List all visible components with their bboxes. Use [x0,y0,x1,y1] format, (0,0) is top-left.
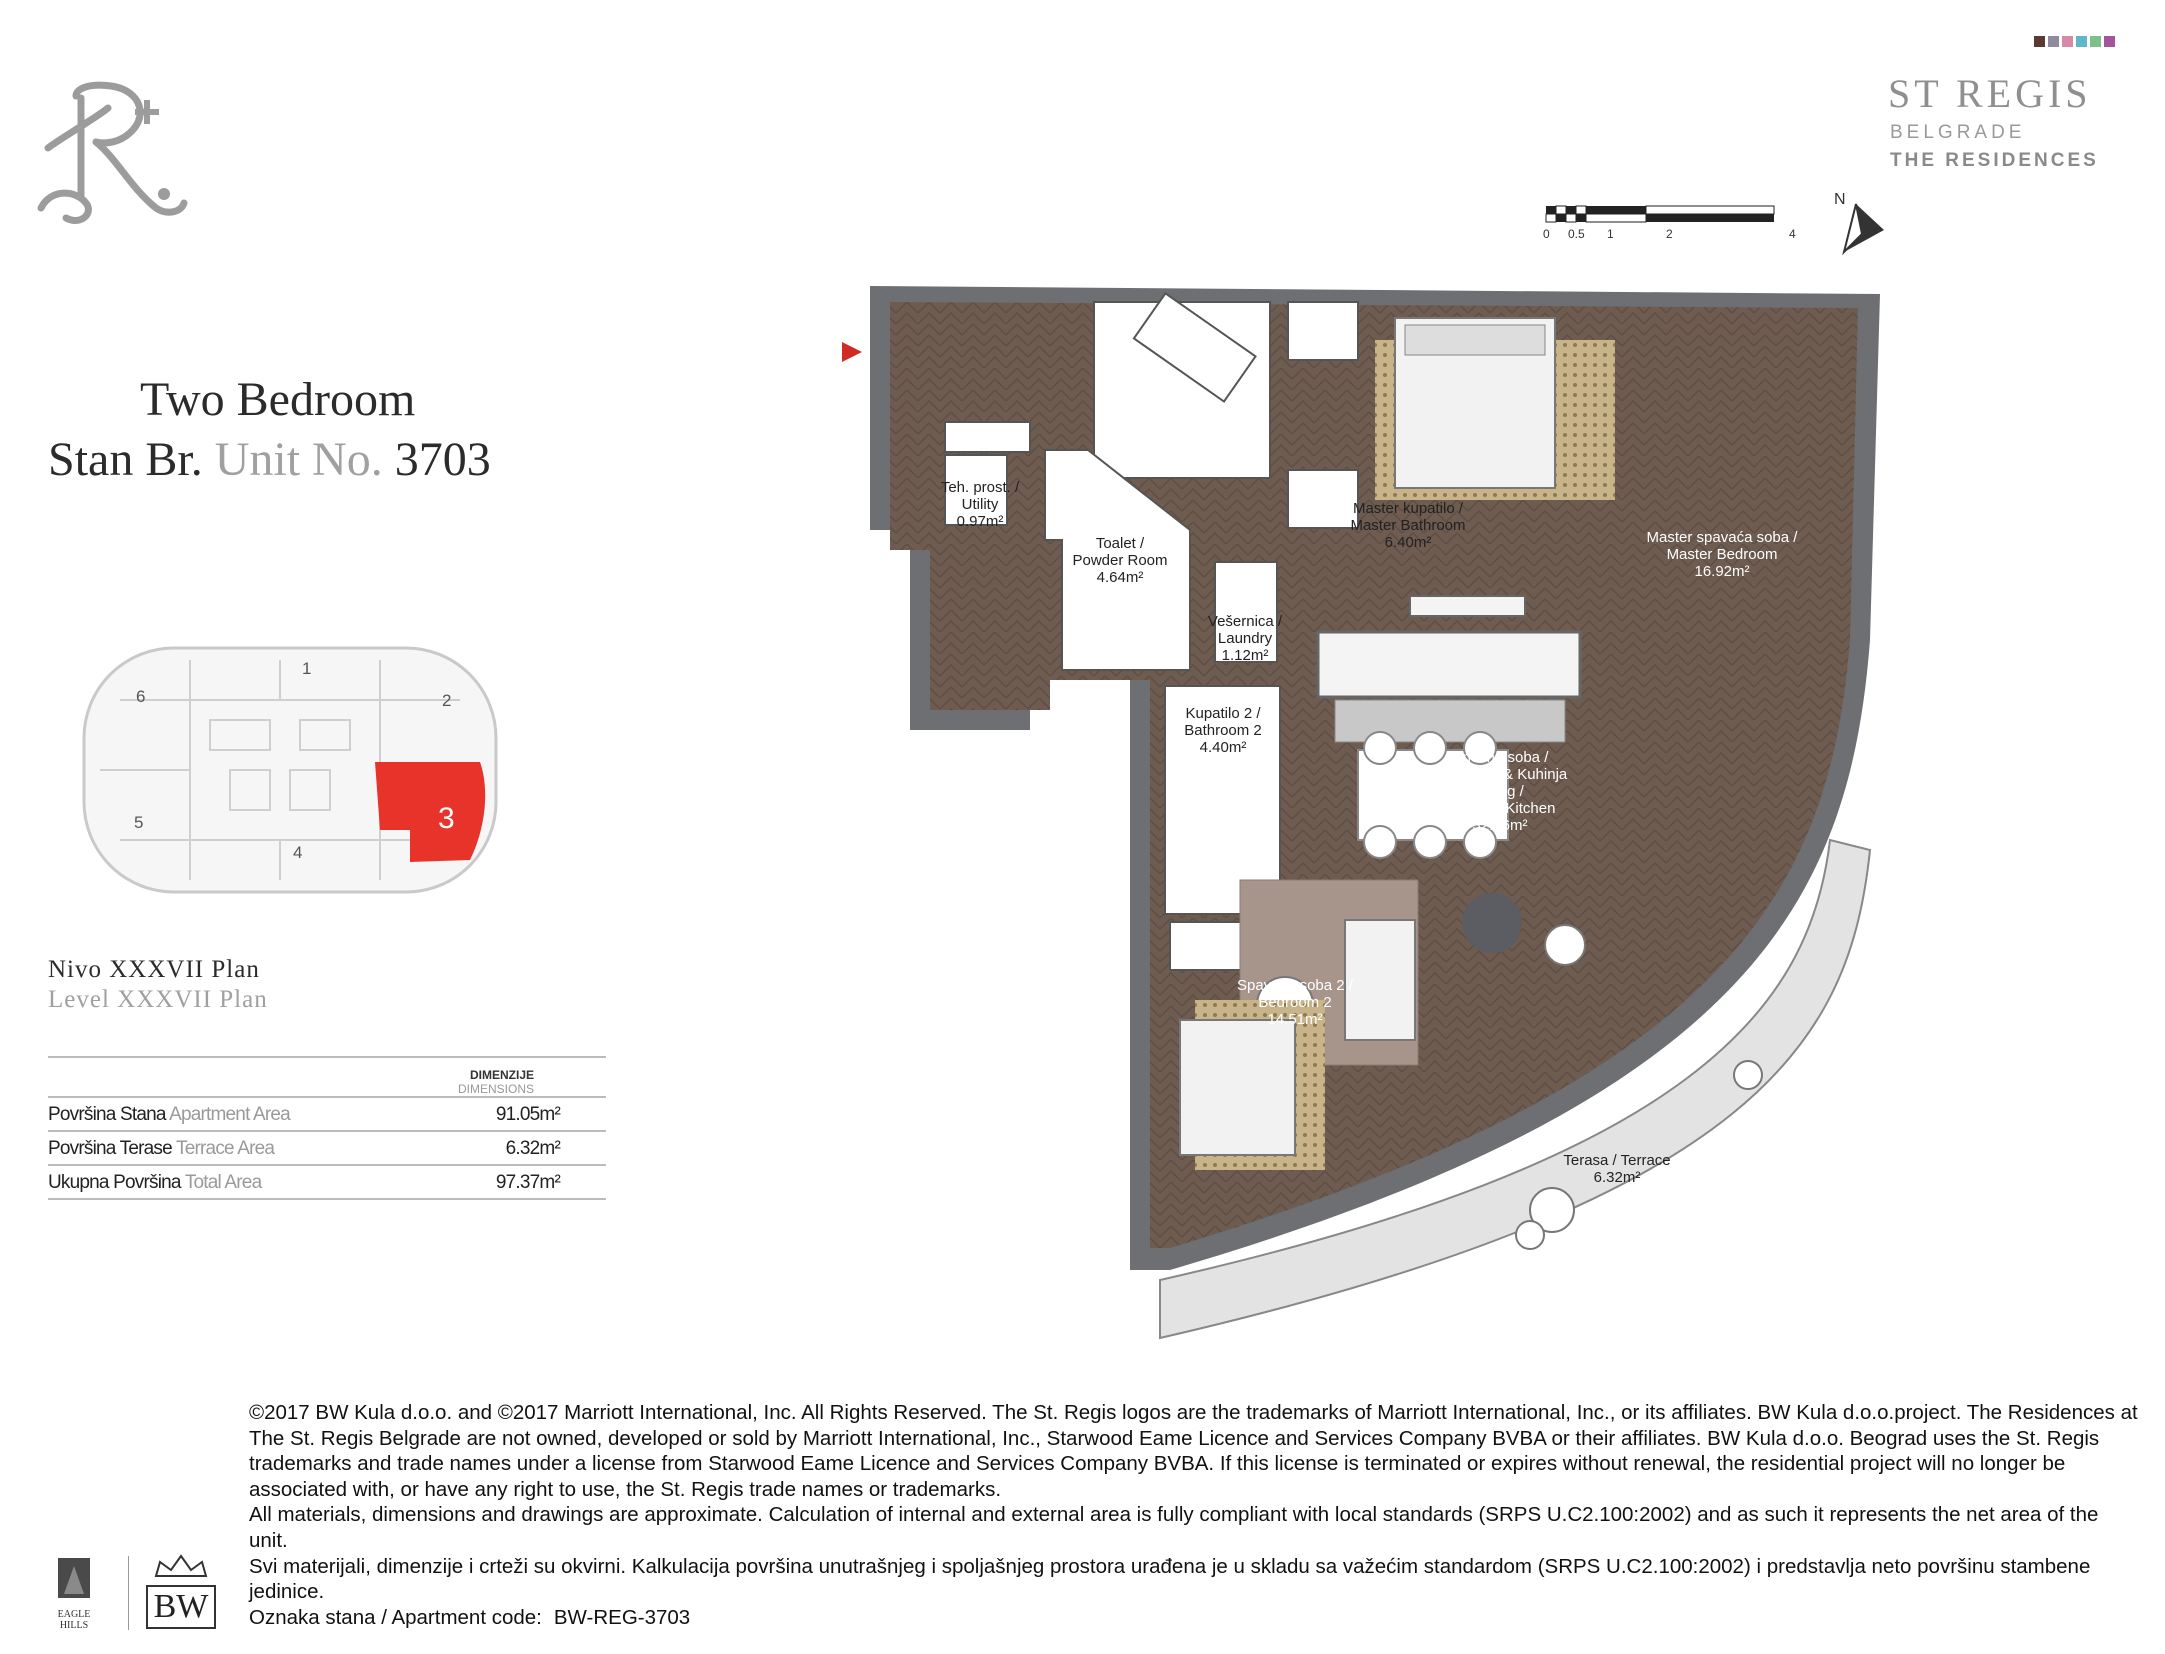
legal-paragraph: All materials, dimensions and drawings are approximate. Calculation of internal and external area is fully compliant with local standards (SRPS U.C2.100:2002) and as such it represents the net area of the unit. [249,1503,2099,1552]
legal-paragraph: Svi materijali, dimenzije i crteži su okvirni. Kalkulacija površina unutrašnjeg i spoljašnjeg prostora urađena je u skladu sa važećim standardom (SRPS U.C2.100:2002) i predstavlja neto površinu stambene jedinice. [249,1554,2091,1604]
kitchen-counter [1318,632,1580,697]
room-label: Kupatilo 2 / Bathroom 2 4.40m² [1184,705,1262,756]
swatch [2034,36,2045,47]
terrace-plant [1545,925,1585,965]
crown-icon [146,1552,216,1580]
keyplan-label: 2 [442,691,452,710]
tv-unit [1410,596,1525,616]
room-label: Master spavaća soba / Master Bedroom 16.92m² [1646,529,1798,580]
keyplan-label: 5 [134,813,144,832]
entry-arrow-icon [842,342,862,362]
keyplan-label: 4 [293,843,303,862]
row-value: 6.32m² [505,1138,560,1159]
brand-city: BELGRADE [1890,122,2026,143]
row-label: Ukupna Površina [48,1172,181,1193]
unit-label-local: Stan Br. [48,433,203,486]
keyplan-label: 1 [302,659,312,678]
level-english: Level XXXVII Plan [48,986,268,1013]
bw-logo [146,1552,216,1629]
terrace-plant-3 [1516,1221,1544,1249]
level-local: Nivo XXXVII Plan [48,956,260,983]
table-row [48,1164,606,1198]
header-local: DIMENZIJE [469,1068,534,1082]
scale-tick: 0 [1543,227,1550,241]
area-table-header [48,1058,606,1096]
swatch [2076,36,2087,47]
room-label: Vešernica / Laundry 1.12m² [1207,613,1283,664]
st-regis-monogram-logo [36,78,196,228]
unit-number: 3703 [394,433,491,486]
terrace-table [1734,1061,1762,1089]
eagle-hills-text: EAGLE HILLS [57,1609,91,1631]
wardrobe-entry [945,422,1030,452]
color-swatches [2034,36,2115,47]
bw-text: BW [146,1585,216,1629]
wardrobe-master-2 [1288,470,1358,528]
north-arrow-icon [1826,186,1896,256]
table-row [48,1096,606,1130]
row-label-en: Terrace Area [176,1138,275,1159]
room-label: Master kupatilo / Master Bathroom 6.40m² [1350,500,1466,551]
unit-number-title [48,432,491,487]
brand-subtitle: THE RESIDENCES [1890,150,2099,171]
scale-bar [1540,200,1800,244]
round-table [1462,893,1522,953]
keyplan-highlight-label: 3 [438,802,455,835]
wardrobe-master-1 [1288,302,1358,360]
row-label: Površina Stana [48,1104,166,1125]
scale-tick: 1 [1607,227,1614,241]
row-value: 91.05m² [495,1104,560,1125]
scale-tick: 0.5 [1568,227,1585,241]
eagle-hills-icon [56,1556,92,1604]
bedroom2-bed [1180,1020,1295,1155]
swatch [2048,36,2059,47]
north-label: N [1834,191,1846,208]
row-label-en: Apartment Area [169,1104,290,1125]
legal-text [249,1400,2139,1630]
unit-label-english: Unit No. [214,433,383,486]
swatch [2104,36,2115,47]
apartment-code-line [249,1605,2139,1631]
row-label: Površina Terase [48,1138,172,1159]
sofa [1345,920,1415,1040]
room-label: Spavaća soba 2 / Bedroom 2 14.51m² [1237,977,1353,1028]
keyplan-label: 6 [136,687,146,706]
table-row [48,1130,606,1164]
logo-divider [128,1556,129,1630]
area-table [48,1056,606,1200]
row-label-en: Total Area [184,1172,262,1193]
unit-type-title: Two Bedroom [140,373,416,426]
swatch [2090,36,2101,47]
key-plan [80,640,500,900]
brand-name: ST REGIS [1888,71,2092,116]
room-label: Toalet / Powder Room 4.64m² [1072,535,1168,586]
floor-plan [830,280,1910,1340]
header-english: DIMENSIONS [457,1082,534,1096]
row-value: 97.37m² [495,1172,560,1193]
room-label: Hodnik / Corridor 9.53m² [1144,410,1200,461]
apartment-code-label: Oznaka stana / Apartment code: [249,1605,542,1629]
swatch [2062,36,2073,47]
scale-tick: 2 [1666,227,1673,241]
room-label: Teh. prost. / Utility 0.97m² [940,479,1020,530]
apartment-code: BW-REG-3703 [553,1605,691,1629]
scale-tick: 4 [1789,227,1796,241]
legal-paragraph: ©2017 BW Kula d.o.o. and ©2017 Marriott International, Inc. All Rights Reserved. The St. Regis logos are the trademarks of Marriott International, Inc., or its affiliates. BW Kula d.o.o.project. The Residences at The St. Regis Belgrade are not owned, developed or sold by Marriott International, Inc., Starwood Eame Licence and Services Company BVBA or their affiliates. BW Kula d.o.o. Beograd uses the St. Regis trademarks and trade names under a license from Starwood Eame Licence and Services Company BVBA. If this license is terminated or expires without renewal, the residential project will no longer be associated with, or have any right to use, the St. Regis trade names or trademarks. [249,1401,2138,1501]
eagle-hills-logo [56,1556,92,1631]
room-label: Terasa / Terrace 6.32m² [1563,1152,1671,1186]
room-label: Dnevna soba / Trpezarija & Kuhinja Living / Dining & Kitchen 32.56m² [1432,749,1568,834]
